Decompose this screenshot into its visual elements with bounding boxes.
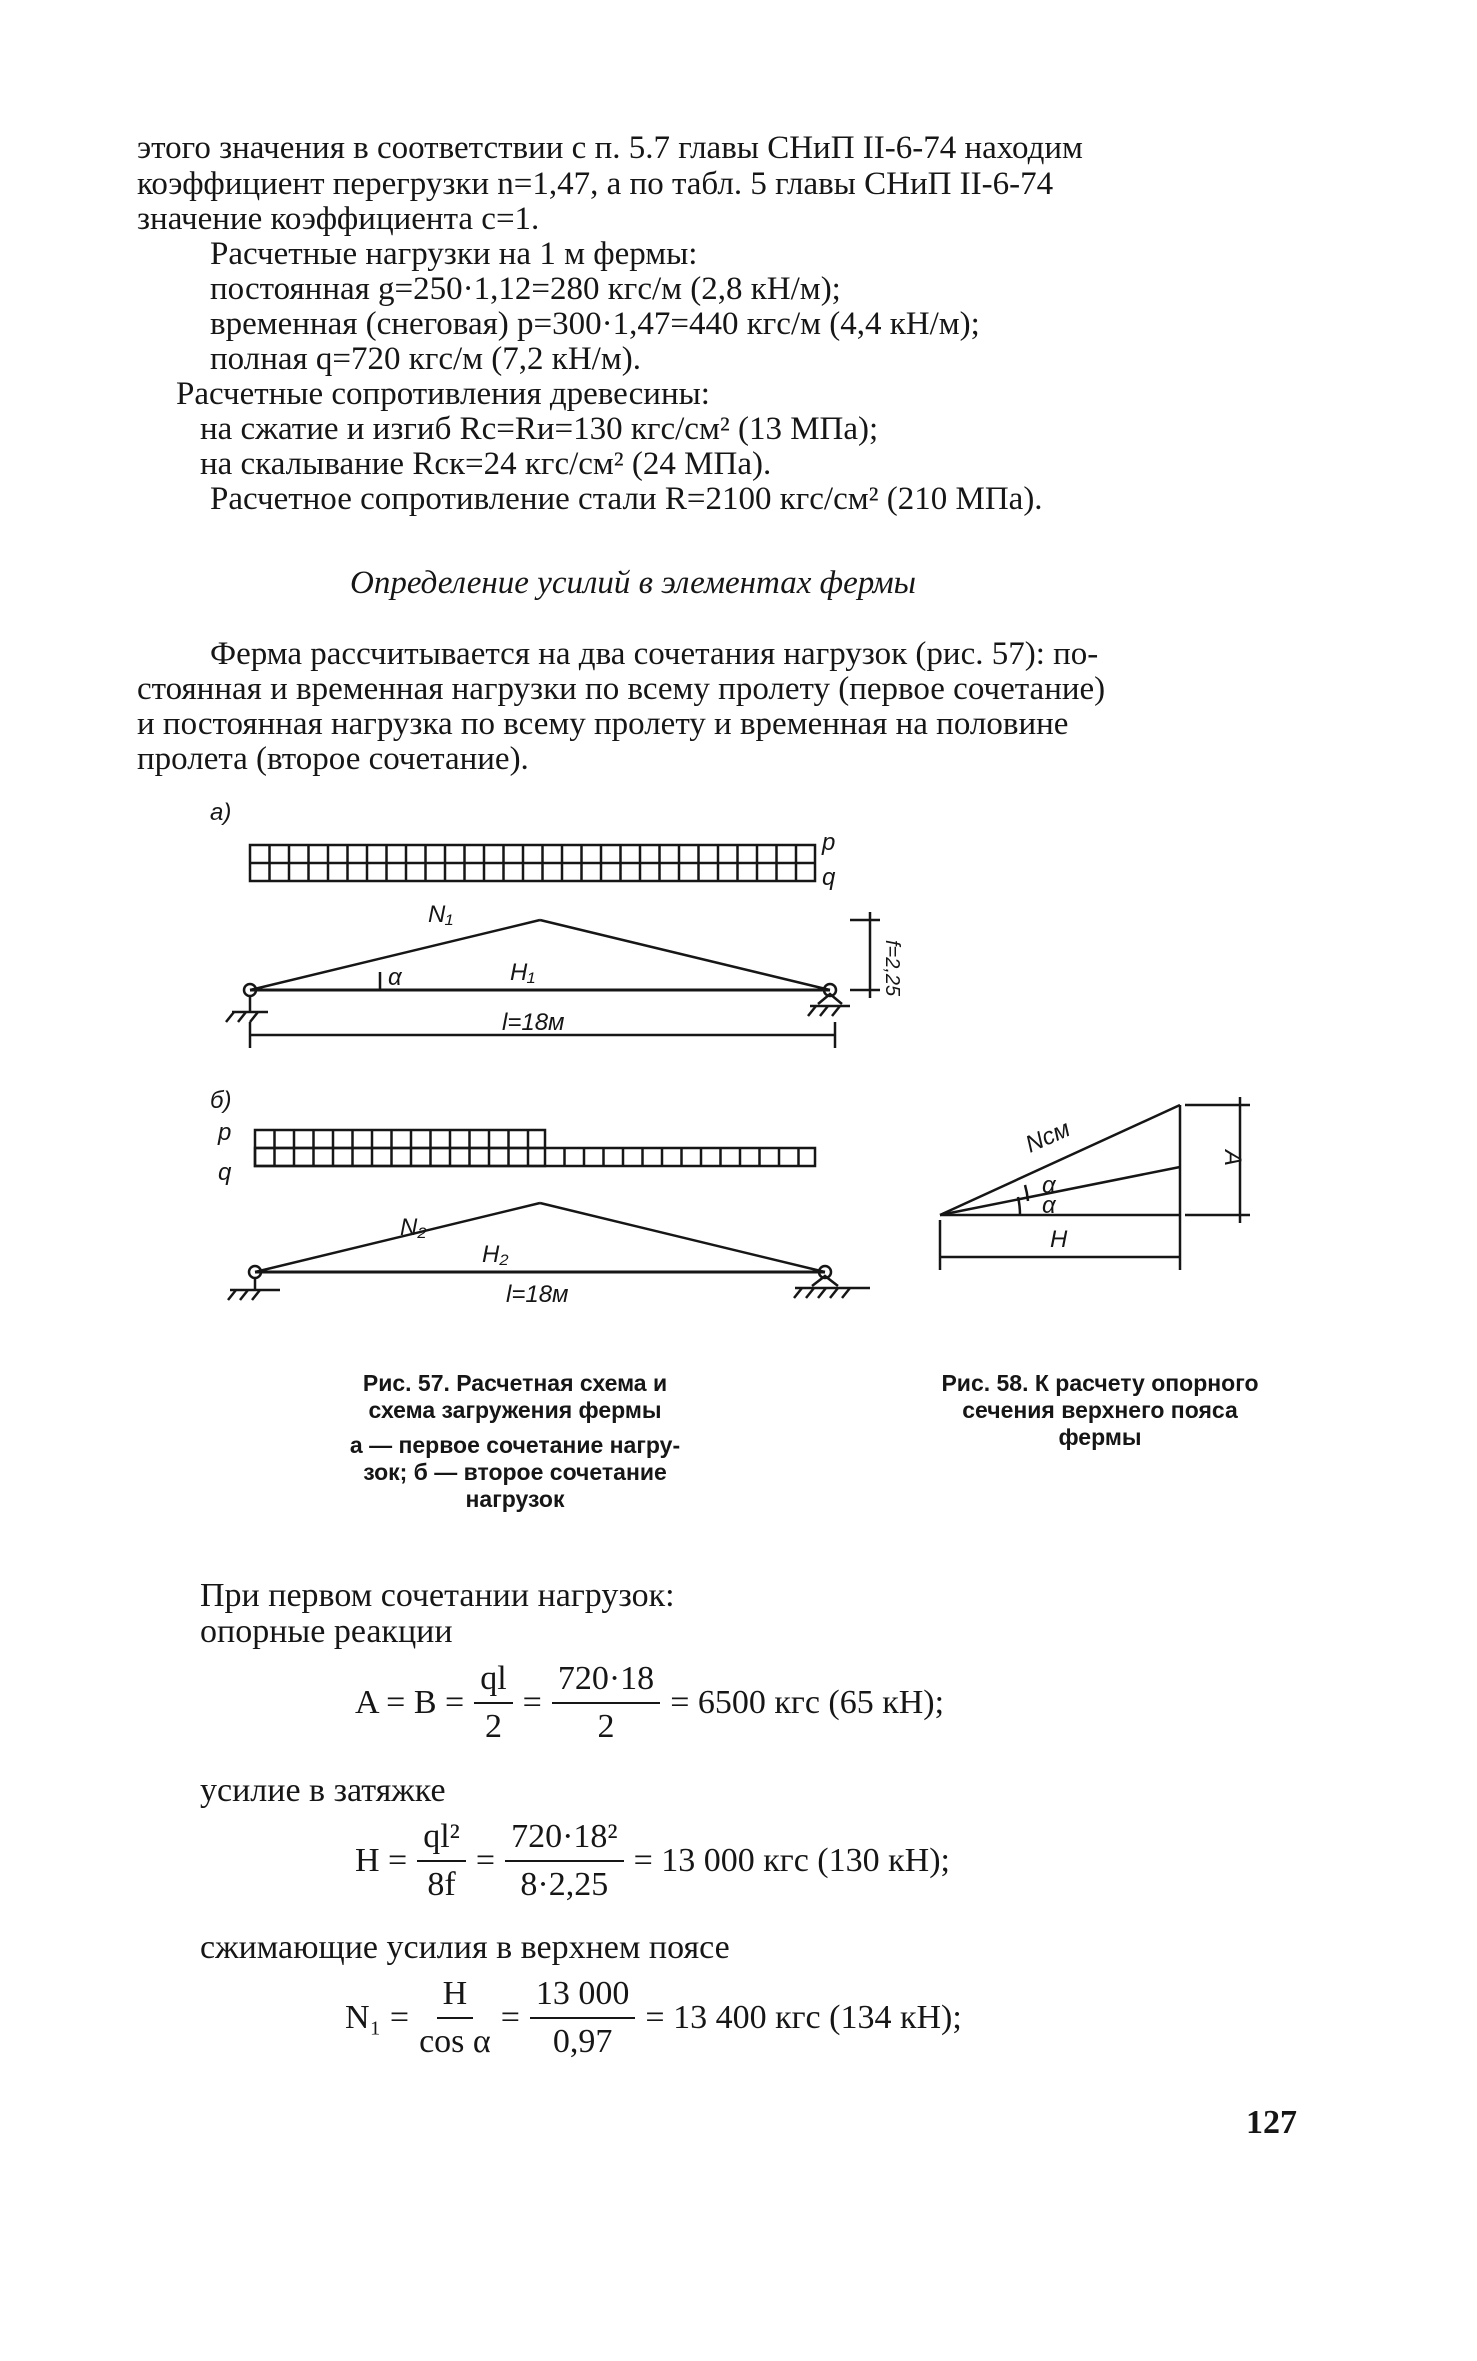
load-temporary: временная (снеговая) p=300·1,47=440 кгс/м (4,4 кН/м); bbox=[210, 306, 980, 342]
top-chord-right-a bbox=[540, 920, 830, 990]
fig57-label-b: б) bbox=[210, 1087, 232, 1114]
load-grid-a bbox=[250, 845, 815, 881]
intro-line-2: коэффициент перегрузки n=1,47, а по табл. 5 главы СНиП II-6-74 bbox=[137, 166, 1054, 202]
resistance-steel: Расчетное сопротивление стали R=2100 кгс/см² (210 МПа). bbox=[210, 481, 1043, 517]
figure-58 bbox=[930, 1085, 1290, 1305]
intro-line-1: этого значения в соответствии с п. 5.7 главы СНиП II-6-74 находим bbox=[137, 130, 1083, 166]
fig57-caption: Рис. 57. Расчетная схема и схема загружения фермы bbox=[362, 1370, 668, 1423]
fig57-p-b: p bbox=[218, 1119, 232, 1146]
formula-chord-force: N₁ = $\frac{H}{\text{cos α}}$ = $\frac{13 000}{0,97}$ = 13 400 кгс (134 кН); bbox=[345, 1975, 962, 2060]
fig58-H: H bbox=[1050, 1226, 1068, 1253]
fig57-p-a: p bbox=[822, 829, 836, 856]
fig57-N2: N₂ bbox=[400, 1214, 427, 1241]
fig57-q-b: q bbox=[218, 1159, 232, 1186]
fig58-Ncm: Nсм bbox=[1021, 1115, 1075, 1159]
intro-line-3: значение коэффициента c=1. bbox=[137, 201, 540, 237]
body-line-3: и постоянная нагрузка по всему пролету и временная на половине bbox=[137, 706, 1069, 742]
calc-line-1: При первом сочетании нагрузок: bbox=[200, 1577, 675, 1614]
fig57-f: f=2,25 bbox=[881, 940, 903, 997]
fig57-legend: а — первое сочетание нагру- зок; б — второе сочетание нагрузок bbox=[349, 1432, 681, 1512]
fig57-H2: H₂ bbox=[482, 1241, 509, 1268]
load-permanent: постоянная g=250·1,12=280 кгс/м (2,8 кН/м); bbox=[210, 271, 841, 307]
fig58-caption: Рис. 58. К расчету опорного сечения верхнего пояса фермы bbox=[941, 1370, 1259, 1450]
formula-reactions: A = B = $\frac{ql}{2}$ = $\frac{720\cdot 18}{2}$ = 6500 кгс (65 кН); bbox=[355, 1660, 945, 1745]
fig57-alpha: α bbox=[388, 964, 402, 991]
fig58-alpha-1: α bbox=[1042, 1172, 1056, 1199]
calc-line-3: усилие в затяжке bbox=[200, 1772, 446, 1809]
fig57-q-a: q bbox=[822, 864, 836, 891]
body-line-2: стоянная и временная нагрузки по всему пролету (первое сочетание) bbox=[137, 671, 1106, 707]
fig57-label-a: а) bbox=[210, 799, 232, 826]
body-line-1: Ферма рассчитывается на два сочетания нагрузок (рис. 57): по- bbox=[210, 636, 1099, 672]
fig57-span-a: l=18м bbox=[502, 1009, 565, 1036]
calc-line-2: опорные реакции bbox=[200, 1613, 453, 1650]
body-line-4: пролета (второе сочетание). bbox=[137, 741, 529, 777]
resistance-compression: на сжатие и изгиб Rс=Rи=130 кгс/см² (13 МПа); bbox=[200, 411, 879, 447]
fig57-H1: H₁ bbox=[510, 959, 535, 986]
resistance-shear: на скалывание Rск=24 кгс/см² (24 МПа). bbox=[200, 446, 772, 482]
fig58-A: A bbox=[1219, 1150, 1246, 1167]
fig57-N1: N₁ bbox=[428, 901, 453, 928]
load-grid-b bbox=[255, 1130, 815, 1166]
page-number: 127 bbox=[1246, 2104, 1297, 2141]
fig58-alpha-2: α bbox=[1042, 1192, 1056, 1219]
figure-57 bbox=[210, 790, 970, 1310]
load-total: полная q=720 кгс/м (7,2 кН/м). bbox=[210, 341, 641, 377]
top-chord-right-b bbox=[540, 1203, 825, 1272]
resistances-title: Расчетные сопротивления древесины: bbox=[176, 376, 710, 412]
section-heading: Определение усилий в элементах фермы bbox=[350, 565, 917, 601]
fig57-span-b: l=18м bbox=[506, 1281, 569, 1308]
formula-tie-force: H = $\frac{\text{ql²}}{8f}$ = $\frac{\text{720·18²}}{8\cdot 2,25}$ = 13 000 кгс (130 кН); bbox=[355, 1818, 950, 1903]
calc-line-4: сжимающие усилия в верхнем поясе bbox=[200, 1929, 730, 1966]
loads-title: Расчетные нагрузки на 1 м фермы: bbox=[210, 236, 698, 272]
